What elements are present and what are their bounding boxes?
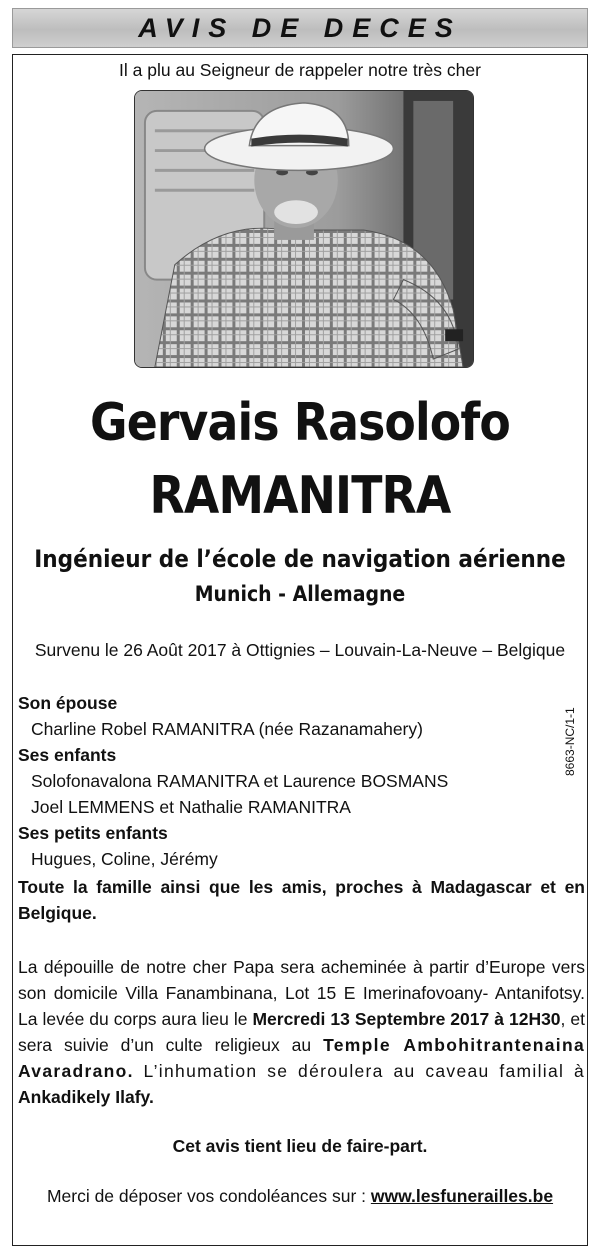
header-banner (12, 8, 588, 48)
deceased-location: Munich - Allemagne (194, 582, 406, 606)
deceased-surname: RAMANITRA (149, 466, 451, 526)
notice-line: Cet avis tient lieu de faire-part. (172, 1136, 428, 1156)
funeral-text-1: La dépouille de notre cher Papa sera acheminée à partir d’Europe vers son domicile Villa Fanambinana, Lot 15 E Imerinafovoany- Antanifotsy. La levée du corps aura lieu le (18, 957, 585, 1029)
burial-place: Ankadikely Ilafy. (18, 1087, 154, 1107)
condolences-link[interactable]: www.lesfunerailles.be (370, 1186, 554, 1206)
funeral-date: Mercredi 13 Septembre 2017 à 12H30 (252, 1009, 561, 1029)
condolences-line (0, 1186, 600, 1207)
family-list (18, 690, 568, 872)
portrait-photo (134, 90, 474, 368)
grandchildren-heading: Ses petits enfants (18, 823, 168, 843)
reference-code: 8663-NC/1-1 (563, 707, 577, 776)
funeral-details (18, 954, 585, 1110)
spouse-name: Charline Robel RAMANITRA (née Razanamahery) (31, 719, 423, 739)
grandchildren-names: Hugues, Coline, Jérémy (31, 849, 218, 869)
funeral-text-3: L’inhumation se déroulera au caveau familial à (133, 1061, 585, 1081)
spouse-heading: Son épouse (18, 693, 118, 713)
children-heading: Ses enfants (18, 745, 117, 765)
all-family-line: Toute la famille ainsi que les amis, proches à Madagascar et en Belgique. (18, 877, 585, 923)
death-details: Survenu le 26 Août 2017 à Ottignies – Louvain-La-Neuve – Belgique (34, 640, 566, 660)
condolences-text: Merci de déposer vos condoléances sur : (46, 1186, 371, 1206)
child-entry: Solofonavalona RAMANITRA et Laurence BOSMANS (31, 771, 449, 791)
funeral-text-2: , et sera suivie d’un culte religieux au (18, 1009, 586, 1055)
portrait-photo-icon (135, 91, 473, 367)
deceased-first-names: Gervais Rasolofo (90, 393, 510, 453)
intro-text: Il a plu au Seigneur de rappeler notre très cher (119, 60, 481, 80)
deceased-title: Ingénieur de l’école de navigation aérienne (34, 545, 566, 573)
header-title: AVIS DE DECES (138, 12, 462, 43)
child-entry: Joel LEMMENS et Nathalie RAMANITRA (31, 797, 351, 817)
funeral-temple: Temple Ambohitrantenaina Avaradrano. (18, 1035, 585, 1081)
